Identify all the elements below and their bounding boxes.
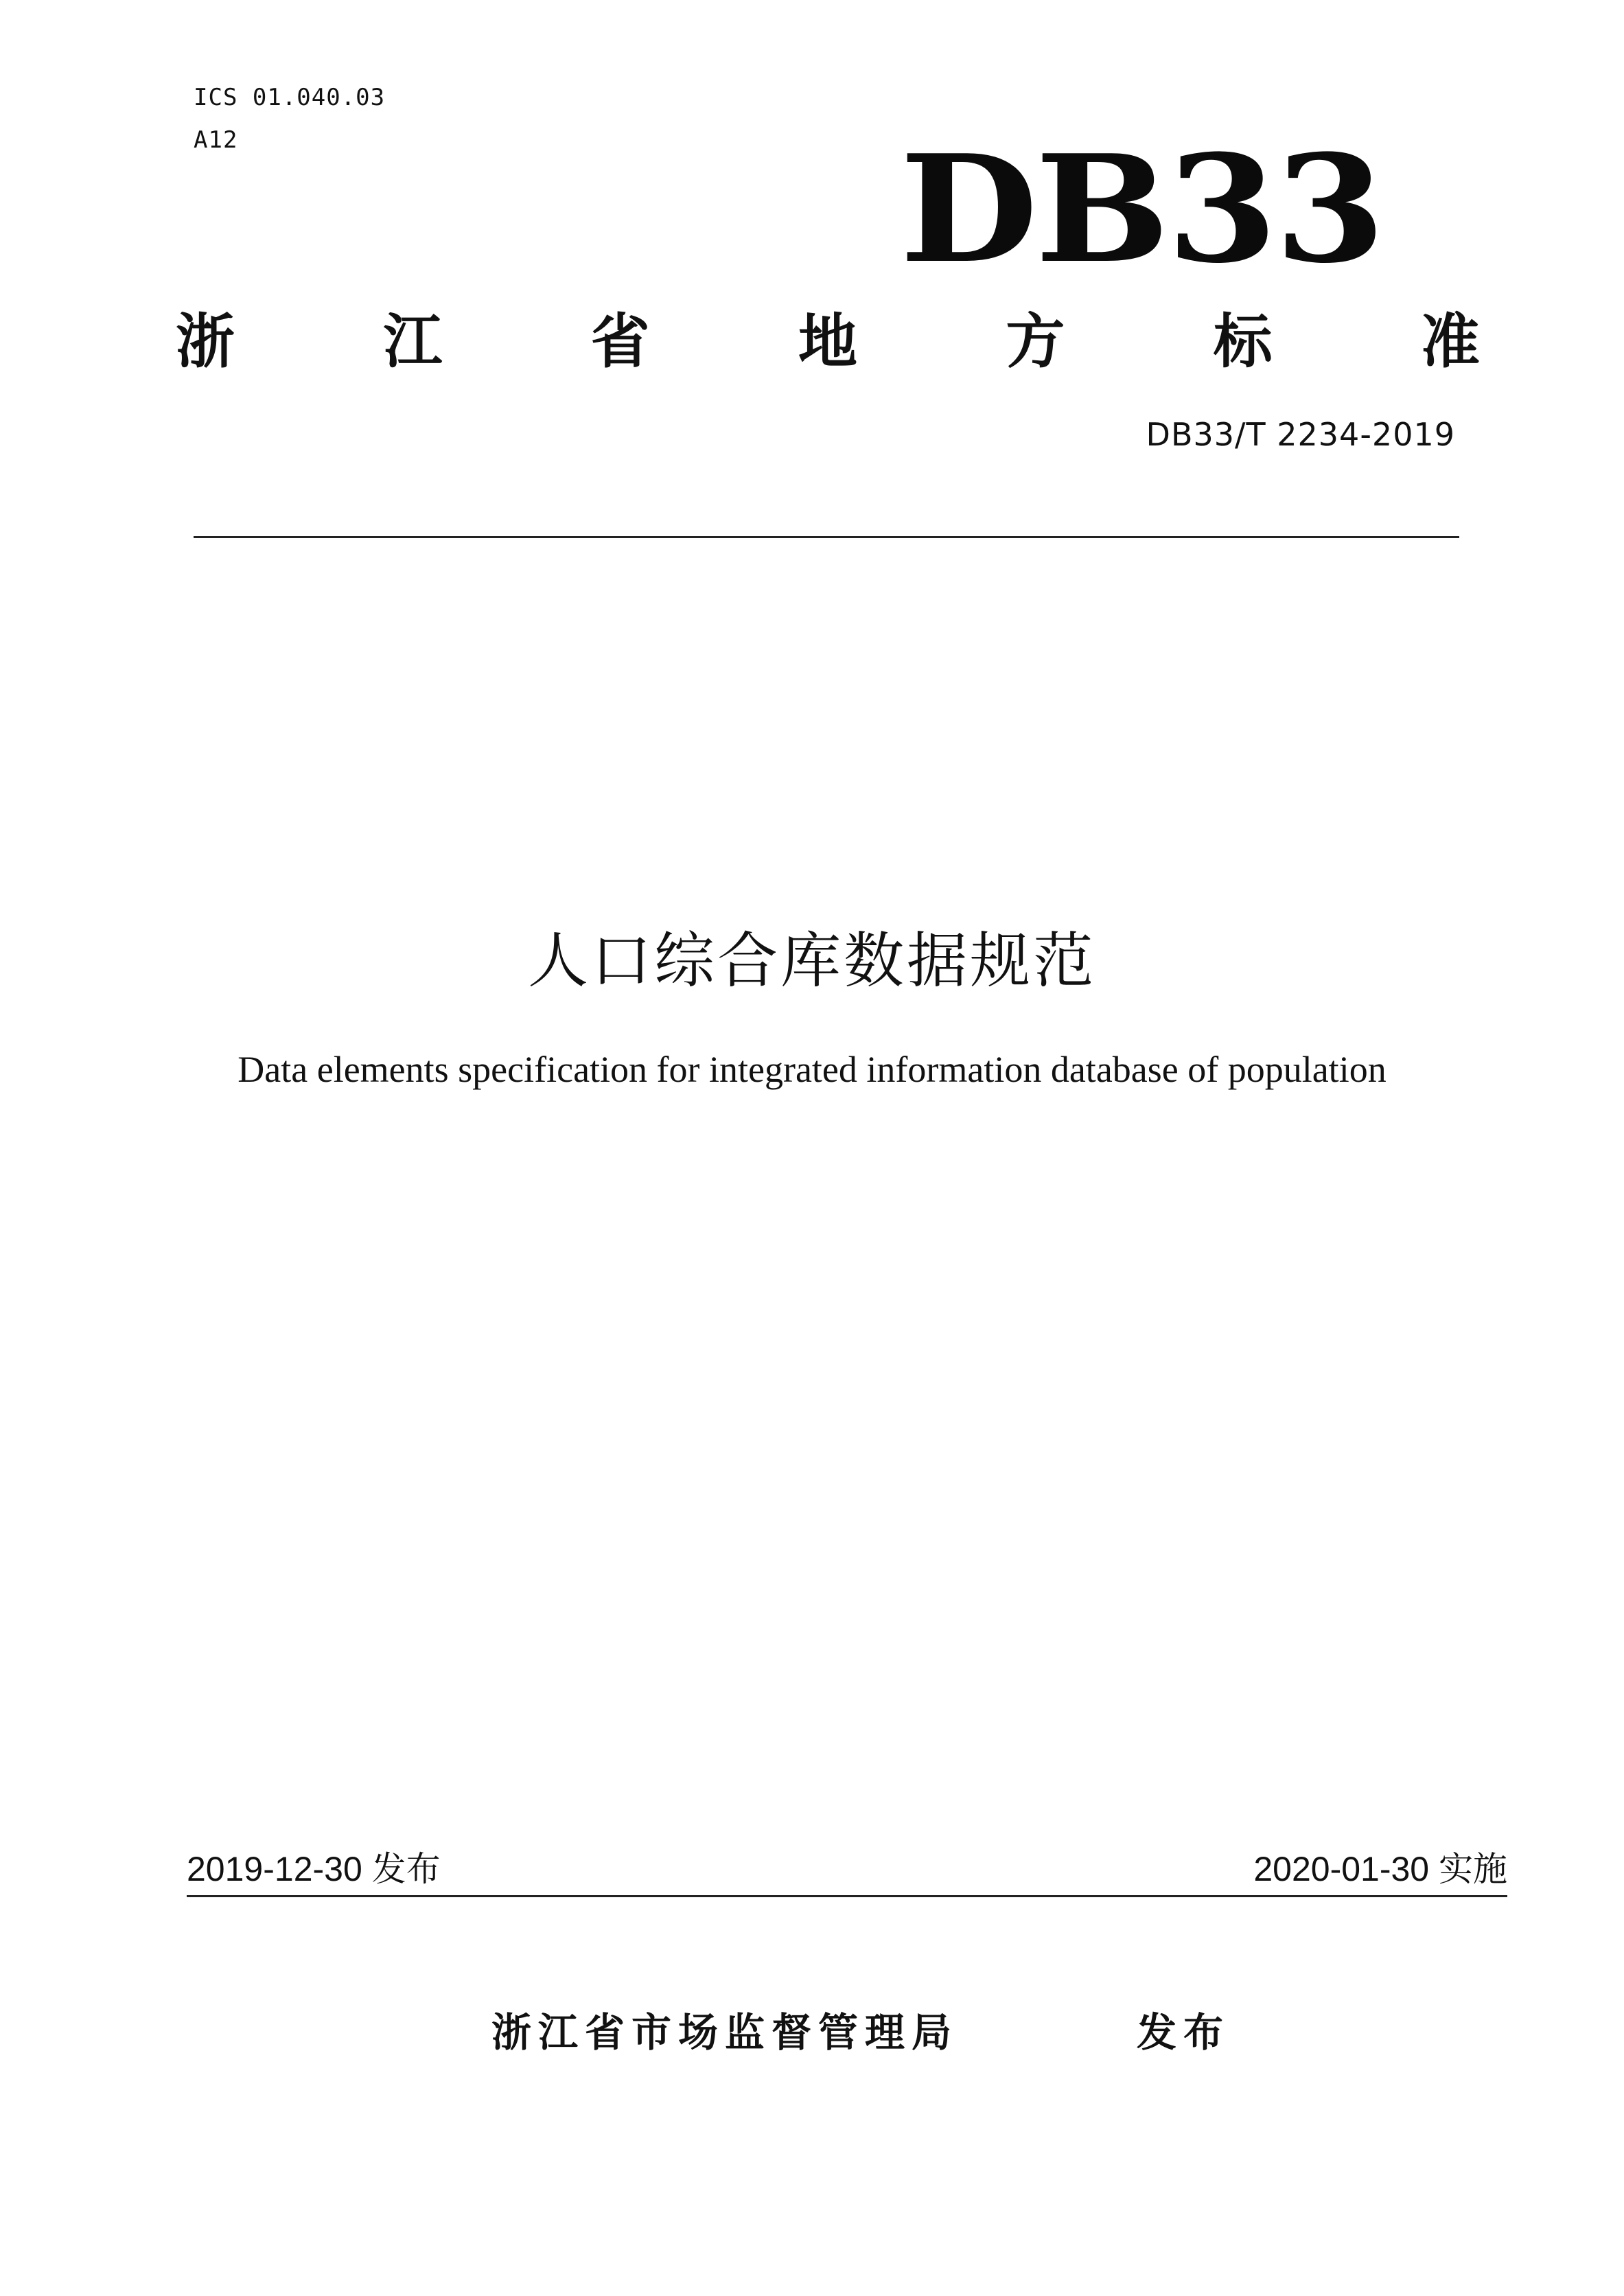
standard-number: DB33/T 2234-2019 (1146, 416, 1455, 453)
ics-code: ICS 01.040.03 (194, 84, 386, 111)
standard-type-char: 方 (1006, 308, 1065, 376)
standard-logo: DB33 (899, 122, 1382, 296)
standard-type-char: 地 (798, 308, 857, 376)
title-chinese: 人口综合库数据规范 (527, 925, 1096, 996)
title-english: Data elements specification for integrated information database of population (237, 1049, 1387, 1090)
issuing-action: 发布 (1137, 2009, 1231, 2056)
standard-type-heading (176, 308, 1480, 376)
standard-type-char: 省 (590, 308, 650, 376)
top-divider (194, 536, 1459, 538)
standard-type-char: 准 (1420, 308, 1480, 376)
issue-date: 2019-12-30 发布 (187, 1850, 441, 1888)
standard-type-char: 浙 (176, 308, 235, 376)
issuing-authority: 浙江省市场监督管理局 (491, 2009, 959, 2056)
standard-type-char: 标 (1213, 308, 1273, 376)
classification-code: A12 (194, 126, 238, 154)
implementation-date: 2020-01-30 实施 (1253, 1850, 1507, 1888)
standard-type-char: 江 (383, 308, 443, 376)
bottom-divider (187, 1895, 1507, 1897)
